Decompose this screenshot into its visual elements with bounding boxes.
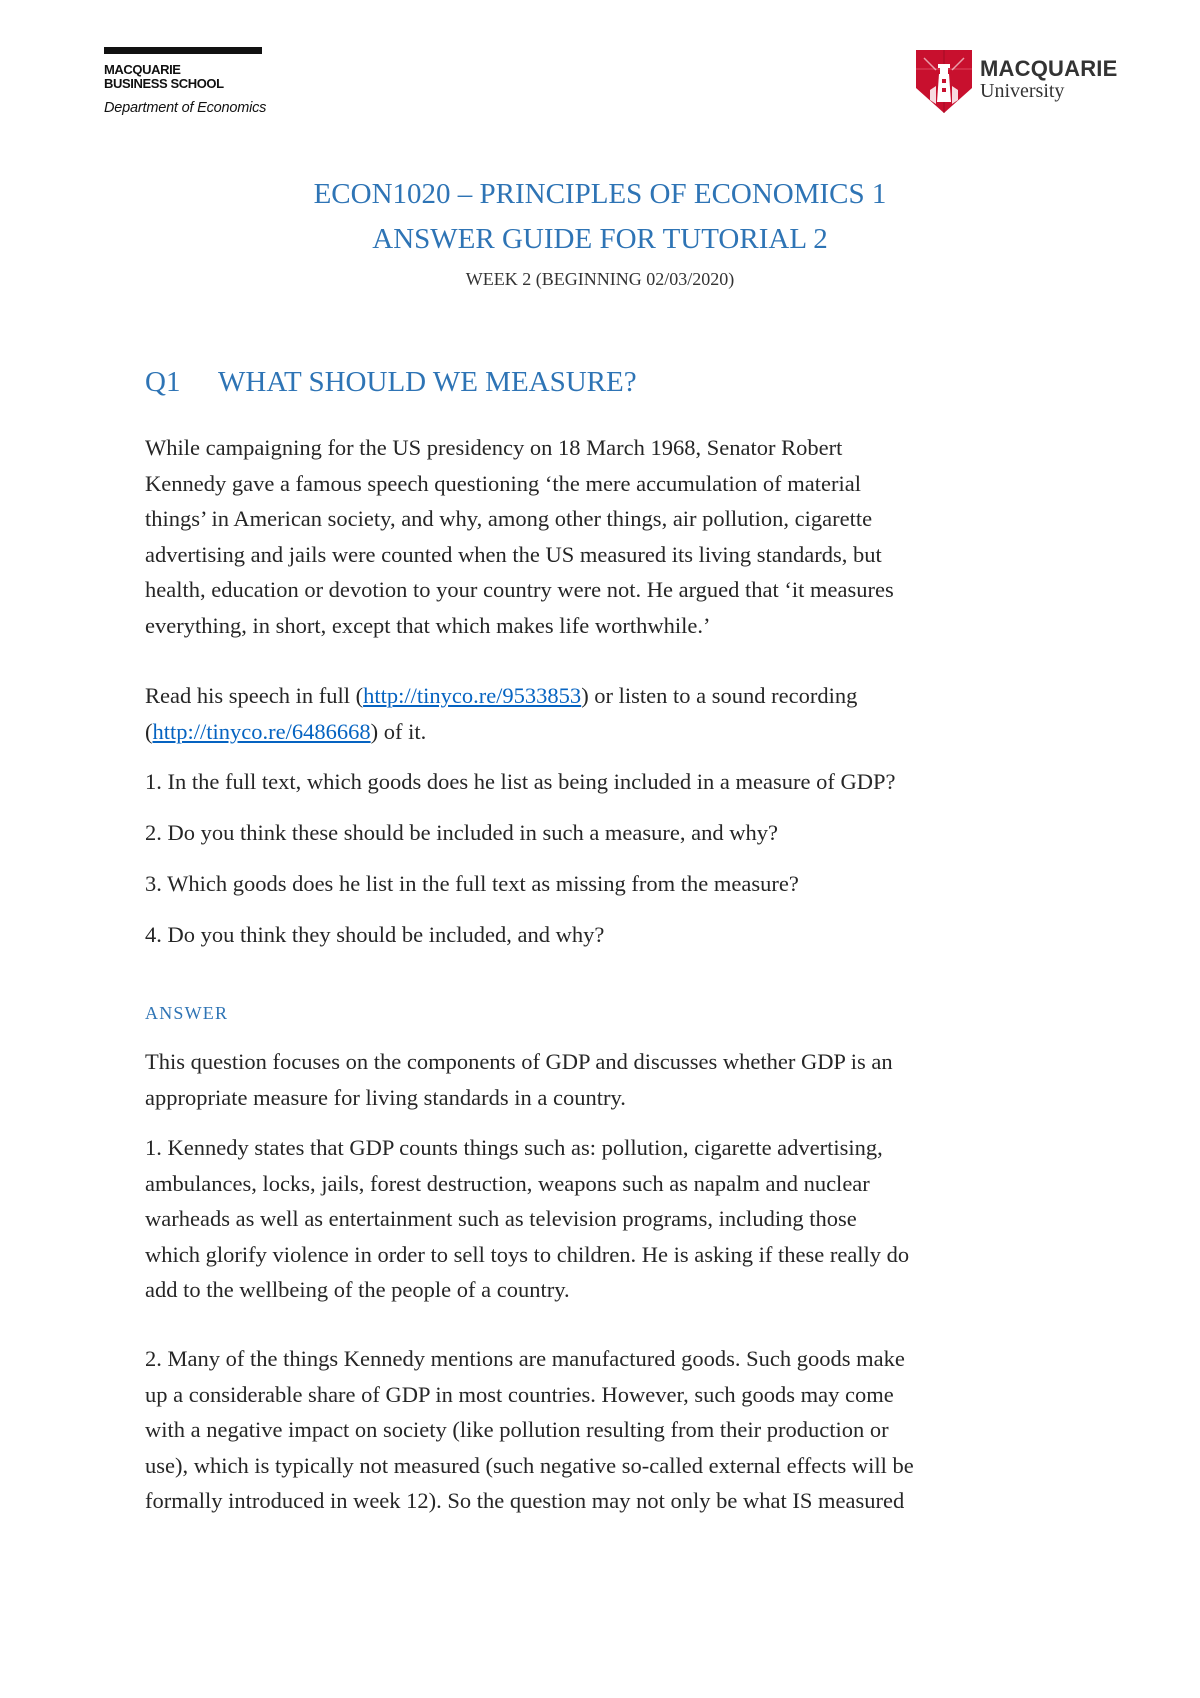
question-heading: [145, 365, 637, 399]
answer-point-2: [145, 1341, 1065, 1519]
text-line: 2. Many of the things Kennedy mentions are manufactured goods. Such goods make: [145, 1346, 905, 1371]
question-item: 1. In the full text, which goods does he list as being included in a measure of GDP?: [145, 769, 896, 794]
university-logo: [916, 50, 1117, 113]
text-line: [145, 678, 1065, 714]
text-line: which glorify violence in order to sell toys to children. He is asking if these really do: [145, 1241, 910, 1267]
text-line: 1. Kennedy states that GDP counts things such as: pollution, cigarette advertising,: [145, 1135, 883, 1160]
text-line: everything, in short, except that which makes life worthwhile.’: [145, 612, 711, 638]
sound-recording-link[interactable]: http://tinyco.re/6486668: [152, 718, 371, 744]
speech-text-link[interactable]: http://tinyco.re/9533853: [363, 683, 582, 708]
question-item: 4. Do you think they should be included, and why?: [145, 922, 605, 947]
logo-subword: University: [980, 80, 1065, 102]
question-title: WHAT SHOULD WE MEASURE?: [218, 366, 637, 398]
text-line: This question focuses on the components of GDP and discusses whether GDP is an: [145, 1049, 893, 1074]
question-intro: [145, 430, 1065, 643]
text-line: add to the wellbeing of the people of a country.: [145, 1277, 570, 1302]
text-line: use), which is typically not measured (such negative so-called external effects will be: [145, 1452, 914, 1478]
lighthouse-shield-icon: [916, 50, 972, 113]
department-name: Department of Economics: [104, 100, 267, 116]
logo-wordmark: [980, 58, 1117, 102]
header-rule: [104, 47, 262, 54]
text-line: up a considerable share of GDP in most countries. However, such goods may come: [145, 1381, 894, 1407]
text-fragment: (: [145, 718, 153, 744]
text-line: warheads as well as entertainment such as television programs, including those: [145, 1206, 857, 1231]
text-line: health, education or devotion to your country were not. He argued that ‘it measures: [145, 577, 894, 602]
text-line: ambulances, locks, jails, forest destruction, weapons such as napalm and nuclear: [145, 1170, 870, 1196]
text-line: [145, 714, 1065, 750]
answer-intro: [145, 1044, 1065, 1115]
text-line: with a negative impact on society (like pollution resulting from their production or: [145, 1417, 889, 1442]
text-line: advertising and jails were counted when the US measured its living standards, but: [145, 541, 882, 567]
question-item: 3. Which goods does he list in the full text as missing from the measure?: [145, 871, 799, 896]
text-line: appropriate measure for living standards in a country.: [145, 1084, 626, 1110]
text-line: Kennedy gave a famous speech questioning ‘the mere accumulation of material: [145, 470, 861, 496]
speech-links-paragraph: [145, 678, 1065, 749]
question-item: 2. Do you think these should be included in such a measure, and why?: [145, 820, 778, 845]
text-line: things’ in American society, and why, among other things, air pollution, cigarette: [145, 506, 873, 531]
week-label: WEEK 2 (BEGINNING 02/03/2020): [465, 269, 735, 289]
school-name-line2: BUSINESS SCHOOL: [104, 76, 224, 91]
answer-heading: ANSWER: [145, 1003, 229, 1023]
business-school-header: [104, 47, 266, 116]
text-fragment: ) or listen to a sound recording: [581, 683, 858, 708]
text-line: formally introduced in week 12). So the question may not only be what IS measured: [145, 1488, 905, 1513]
school-name-line1: MACQUARIE: [104, 62, 181, 77]
text-fragment: ) of it.: [370, 718, 427, 744]
document-title: ECON1020 – PRINCIPLES OF ECONOMICS 1: [313, 178, 887, 210]
document-subtitle: ANSWER GUIDE FOR TUTORIAL 2: [372, 223, 828, 255]
text-fragment: Read his speech in full (: [145, 683, 364, 708]
question-number: Q1: [145, 366, 181, 398]
text-line: While campaigning for the US presidency on 18 March 1968, Senator Robert: [145, 435, 843, 460]
answer-point-1: [145, 1130, 1065, 1308]
logo-word: MACQUARIE: [980, 56, 1118, 81]
